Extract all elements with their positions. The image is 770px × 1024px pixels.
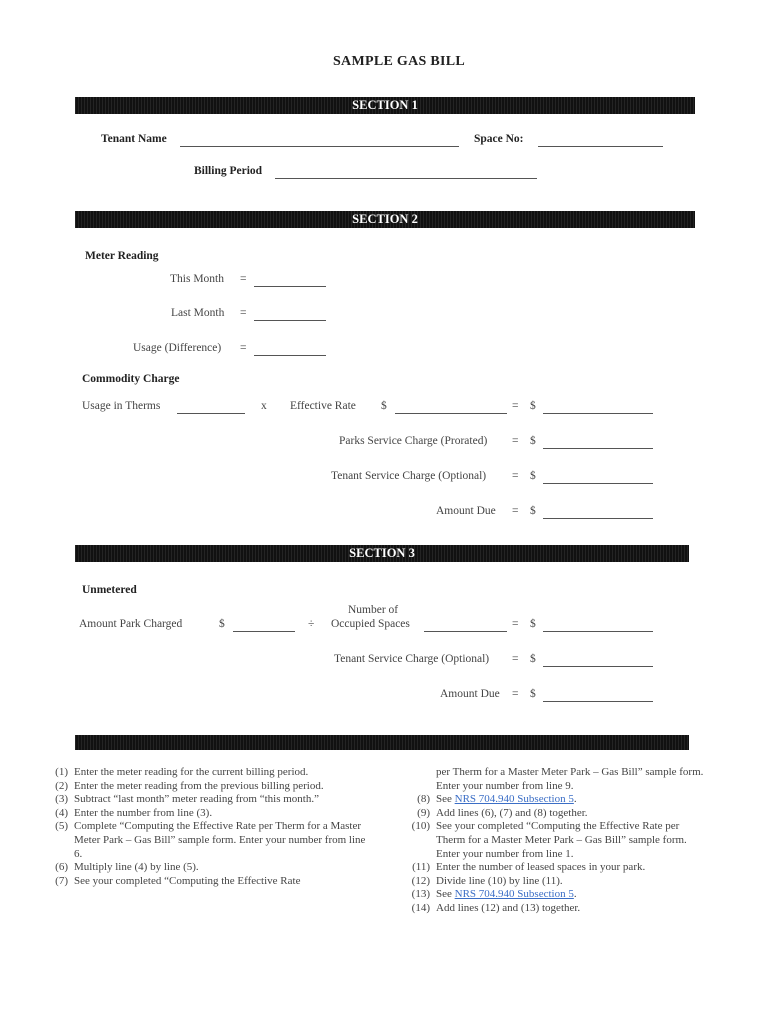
tenant-service-charge-label: Tenant Service Charge (Optional) — [334, 653, 490, 665]
dollar-sign: $ — [530, 470, 536, 482]
divide-sign: ÷ — [308, 618, 315, 630]
instructions-left — [38, 766, 368, 888]
instruction-item: (11) Enter the number of leased spaces in your park. — [412, 861, 646, 874]
equals-sign: = — [240, 273, 247, 285]
multiply-sign: x — [261, 400, 267, 412]
instruction-item: (13) See NRS 704.940 Subsection 5. — [411, 888, 577, 901]
equals-sign: = — [512, 653, 519, 665]
instruction-item: per Therm for a Master Meter Park – Gas Bill” sample form. Enter your number from line 9. — [436, 766, 704, 792]
equals-sign: = — [512, 688, 519, 700]
equals-sign: = — [512, 435, 519, 447]
dollar-sign: $ — [530, 400, 536, 412]
equals-sign: = — [512, 400, 519, 412]
section-2-title: SECTION 2 — [352, 212, 418, 226]
tenant-name-field[interactable] — [180, 146, 459, 147]
dollar-sign: $ — [530, 505, 536, 517]
instruction-item: (10) See your completed “Computing the Effective Rate per Therm for a Master Meter Park – Gas Bill” sample form. Enter your number from line 1. — [411, 820, 687, 860]
instructions-header-bar — [75, 735, 689, 750]
instruction-item: (5) Complete “Computing the Effective Rate per Therm for a Master Meter Park – Gas Bill” sample form. Enter your number from line 6. — [55, 820, 366, 860]
amount-park-charged-label: Amount Park Charged — [79, 618, 183, 630]
unmetered-label: Unmetered — [82, 584, 137, 596]
usage-in-therms-field[interactable] — [177, 413, 245, 414]
nrs-link[interactable]: NRS 704.940 Subsection 5 — [454, 793, 574, 806]
equals-sign: = — [512, 618, 519, 630]
space-no-field[interactable] — [538, 146, 663, 147]
instruction-item: (4) Enter the number from line (3). — [55, 806, 213, 819]
instruction-item: (1) Enter the meter reading for the current billing period. — [55, 766, 309, 778]
instruction-item: (8) See NRS 704.940 Subsection 5. — [417, 793, 577, 806]
equals-sign: = — [512, 505, 519, 517]
instruction-item: (3) Subtract “last month” meter reading from “this month.” — [55, 793, 319, 806]
tenant-service-charge-label: Tenant Service Charge (Optional) — [331, 470, 487, 482]
equals-sign: = — [240, 307, 247, 319]
commodity-total-field[interactable] — [543, 413, 653, 414]
equals-sign: = — [240, 342, 247, 354]
instruction-item: (12) Divide line (10) by line (11). — [411, 874, 563, 887]
section-3-header — [75, 545, 689, 562]
instruction-item: (14) Add lines (12) and (13) together. — [411, 901, 581, 914]
instructions-right — [400, 766, 705, 916]
this-month-label: This Month — [170, 273, 224, 285]
tenant-name-label: Tenant Name — [101, 133, 167, 145]
amount-due-label: Amount Due — [440, 688, 500, 700]
billing-period-field[interactable] — [275, 178, 537, 179]
occupied-spaces-field[interactable] — [424, 631, 507, 632]
commodity-charge-label: Commodity Charge — [82, 373, 180, 385]
this-month-field[interactable] — [254, 286, 326, 287]
section-3-title: SECTION 3 — [349, 546, 415, 560]
occupied-spaces-label: Occupied Spaces — [331, 618, 410, 630]
section-2-header — [75, 211, 695, 228]
usage-difference-label: Usage (Difference) — [133, 342, 222, 354]
instruction-item: (7) See your completed “Computing the Effective Rate — [55, 874, 301, 887]
dollar-sign: $ — [219, 618, 225, 630]
meter-reading-label: Meter Reading — [85, 250, 159, 262]
instruction-item: (6) Multiply line (4) by line (5). — [55, 861, 199, 874]
billing-period-label: Billing Period — [194, 165, 263, 177]
usage-in-therms-label: Usage in Therms — [82, 400, 161, 412]
tenant-service-charge-field[interactable] — [543, 483, 653, 484]
last-month-field[interactable] — [254, 320, 326, 321]
space-no-label: Space No: — [474, 133, 524, 145]
last-month-label: Last Month — [171, 307, 225, 319]
tenant-service-charge-field[interactable] — [543, 666, 653, 667]
effective-rate-label: Effective Rate — [290, 400, 356, 412]
instruction-item: (9) Add lines (6), (7) and (8) together. — [417, 806, 588, 819]
unmetered-charge-field[interactable] — [543, 631, 653, 632]
dollar-sign: $ — [381, 400, 387, 412]
section-1-title: SECTION 1 — [352, 98, 418, 112]
section-1-header — [75, 97, 695, 114]
dollar-sign: $ — [530, 435, 536, 447]
dollar-sign: $ — [530, 653, 536, 665]
parks-service-charge-field[interactable] — [543, 448, 653, 449]
usage-difference-field[interactable] — [254, 355, 326, 356]
dollar-sign: $ — [530, 618, 536, 630]
amount-due-field[interactable] — [543, 701, 653, 702]
dollar-sign: $ — [530, 688, 536, 700]
parks-service-charge-label: Parks Service Charge (Prorated) — [339, 435, 488, 447]
amount-due-label: Amount Due — [436, 505, 496, 517]
amount-park-charged-field[interactable] — [233, 631, 295, 632]
number-of-label: Number of — [348, 604, 399, 616]
nrs-link[interactable]: NRS 704.940 Subsection 5 — [454, 888, 574, 901]
effective-rate-field[interactable] — [395, 413, 507, 414]
page-title: SAMPLE GAS BILL — [332, 54, 466, 69]
instruction-item: (2) Enter the meter reading from the previous billing period. — [55, 779, 324, 792]
amount-due-field[interactable] — [543, 518, 653, 519]
equals-sign: = — [512, 470, 519, 482]
